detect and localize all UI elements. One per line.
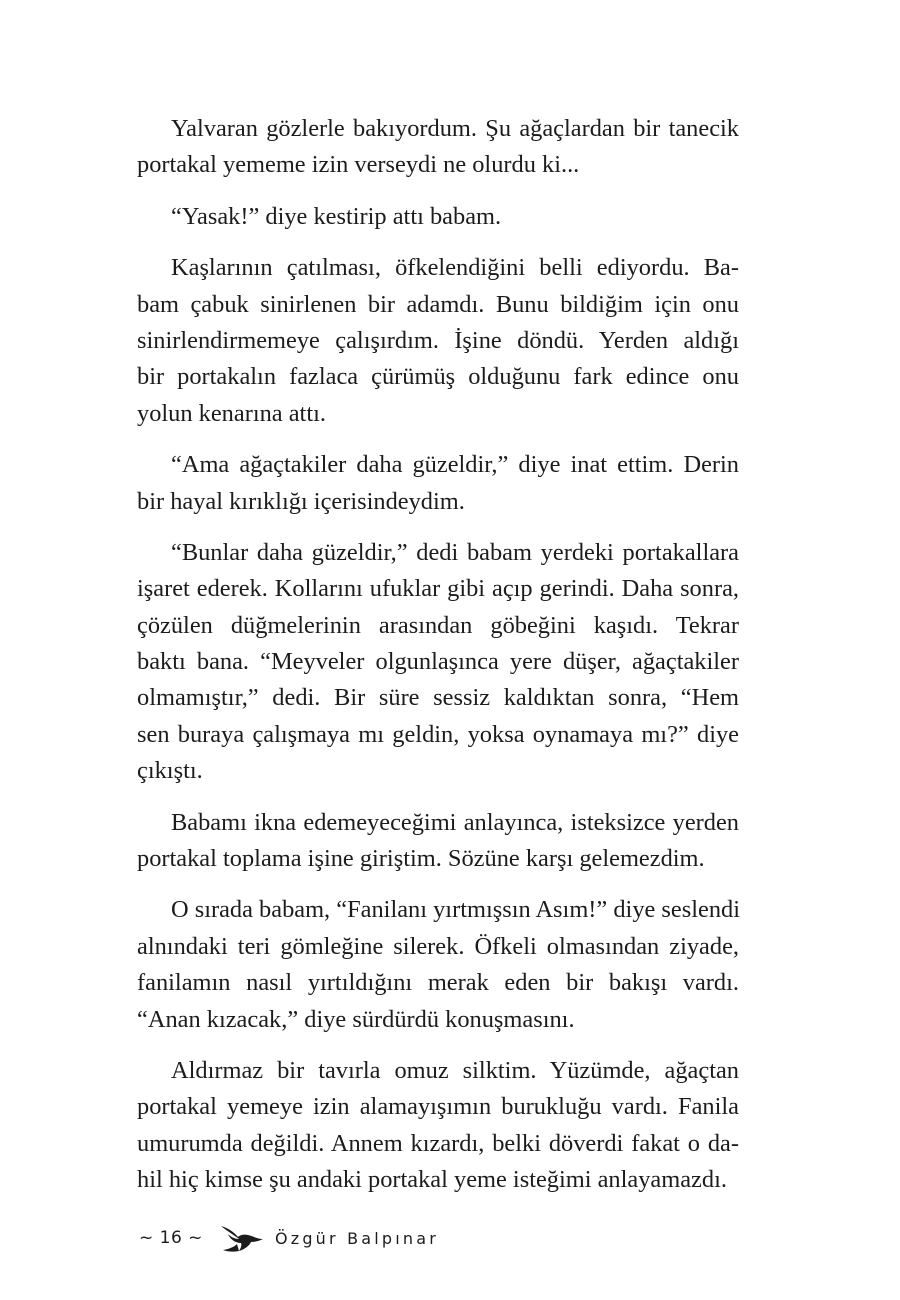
text-line: O sırada babam, “Fanilanı yırtmışsın Asım!” diye seslendi [171,896,741,924]
paragraph [137,447,739,520]
text-line: baktı bana. “Meyveler olgunlaşınca yere düşer, ağaçtakiler [137,648,739,676]
page-number: ~ 16 ~ [139,1228,203,1248]
paragraph [137,805,739,878]
text-line: sen buraya çalışmaya mı geldin, yoksa oynamaya mı?” diye [137,720,739,748]
text-line: Babamı ikna edemeyeceğimi anlayınca, isteksizce yerden [171,808,739,836]
body-text [137,111,739,1214]
author-name: Özgür Balpınar [274,1228,440,1248]
swallow-bird-icon [219,1223,265,1253]
text-line: çıkıştı. [137,757,203,785]
text-line: sinirlendirmemeye çalışırdım. İşine döndü. Yerden aldığı [137,326,739,354]
text-line: olmamıştır,” dedi. Bir süre sessiz kaldıktan sonra, “Hem [137,684,739,712]
text-line: bir hayal kırıklığı içerisindeydim. [137,487,465,515]
text-line: fanilamın nasıl yırtıldığını merak eden bir bakışı vardı. [137,969,739,997]
text-line: çözülen düğmelerinin arasından göbeğini kaşıdı. Tekrar [137,611,739,639]
text-line: umurumda değildi. Annem kızardı, belki döverdi fakat o da- [137,1129,739,1157]
paragraph [137,250,739,432]
text-line: işaret ederek. Kollarını ufuklar gibi açıp gerindi. Daha sonra, [137,575,739,603]
text-line: “Anan kızacak,” diye sürdürdü konuşmasını. [137,1005,575,1033]
text-line: bam çabuk sinirlenen bir adamdı. Bunu bildiğim için onu [137,290,739,318]
text-line: Kaşlarının çatılması, öfkelendiğini belli ediyordu. Ba- [171,254,739,282]
text-line: portakal yememe izin verseydi ne olurdu ki... [137,151,580,179]
paragraph [137,1053,739,1199]
text-line: alnındaki teri gömleğine silerek. Öfkeli olmasından ziyade, [137,932,739,960]
text-line: portakal yemeye izin alamayışımın burukluğu vardı. Fanila [137,1093,739,1121]
text-line: yolun kenarına attı. [137,399,326,427]
text-line: “Bunlar daha güzeldir,” dedi babam yerdeki portakallara [171,538,739,566]
paragraph [137,111,739,184]
paragraph [137,199,739,235]
page-footer [139,1218,439,1258]
paragraph [137,892,739,1038]
paragraph [137,535,739,790]
text-line: portakal toplama işine giriştim. Sözüne karşı gelemezdim. [137,845,705,873]
text-line: Aldırmaz bir tavırla omuz silktim. Yüzümde, ağaçtan [171,1056,739,1084]
text-line: hil hiç kimse şu andaki portakal yeme isteğimi anlayamazdı. [137,1166,727,1194]
text-line: “Ama ağaçtakiler daha güzeldir,” diye inat ettim. Derin [171,451,739,479]
text-line: “Yasak!” diye kestirip attı babam. [171,202,502,230]
text-line: bir portakalın fazlaca çürümüş olduğunu fark edince onu [137,363,739,391]
text-line: Yalvaran gözlerle bakıyordum. Şu ağaçlardan bir tanecik [171,115,739,142]
